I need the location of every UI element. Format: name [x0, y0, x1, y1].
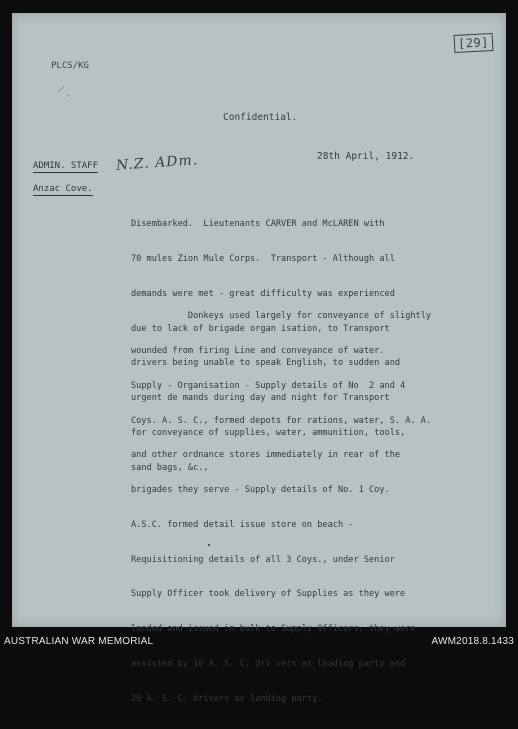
catalogue-id: AWM2018.8.1433	[431, 636, 514, 647]
text-line: urgent de mands during day and night for Transport	[131, 393, 390, 404]
page-number-label: [29]	[454, 33, 494, 53]
archive-credit: AUSTRALIAN WAR MEMORIAL	[4, 636, 154, 647]
document-date: 28th April, 1912.	[317, 151, 415, 162]
handwritten-annotation: N.Z. ADm.	[115, 152, 199, 174]
location-heading: Anzac Cove.	[33, 184, 93, 194]
text-line: demands were met - great difficulty was experienced	[131, 288, 395, 299]
unit-heading: ADMIN. STAFF	[33, 161, 99, 171]
paragraph-supply	[131, 288, 503, 729]
text-line: landed and issued in bulk to Supply Officers, they were	[131, 624, 416, 635]
text-line: and other ordnance stores immediately in rear of the	[131, 450, 401, 461]
text-line: due to lack of brigade organ isation, to Transport	[131, 323, 390, 334]
file-reference: PLCS/KG	[51, 61, 89, 71]
text-line: Donkeys used largely for conveyance of slightly	[131, 311, 432, 322]
classification-heading: Confidential.	[223, 112, 298, 123]
text-line: 20 A. S. C. drivers as landing party.	[131, 693, 323, 704]
text-line: for conveyance of supplies, water, ammunition, tools,	[131, 427, 406, 438]
text-line: 70 mules Zion Mule Corps. Transport - Although all	[131, 253, 395, 264]
reference-mark: / ,	[56, 84, 74, 99]
text-line: Disembarked. Lieutenants CARVER and McLAREN with	[131, 219, 385, 230]
page-number	[454, 34, 493, 52]
text-line: Supply - Organisation - Supply details of No 2 and 4	[131, 380, 406, 391]
text-line: sand bags, &c.,	[131, 462, 209, 473]
text-line: Coys. A. S. C., formed depots for rations, water, S. A. A.	[131, 415, 432, 426]
text-line: Supply Officer took delivery of Supplies as they were	[131, 589, 406, 600]
text-line: A.S.C. formed detail issue store on beach -	[131, 519, 354, 530]
text-line: drivers being unable to speak English, to sudden and	[131, 358, 401, 369]
text-line: wounded from firing Line and conveyance of water.	[131, 345, 385, 356]
text-line: assisted by 10 A. S. C. dri vers as loading party and	[131, 659, 406, 669]
ink-speck	[208, 544, 210, 546]
text-line: Requisitioning details of all 3 Coys., under Senior	[131, 554, 395, 565]
text-line: brigades they serve - Supply details of No. 1 Coy.	[131, 485, 390, 496]
